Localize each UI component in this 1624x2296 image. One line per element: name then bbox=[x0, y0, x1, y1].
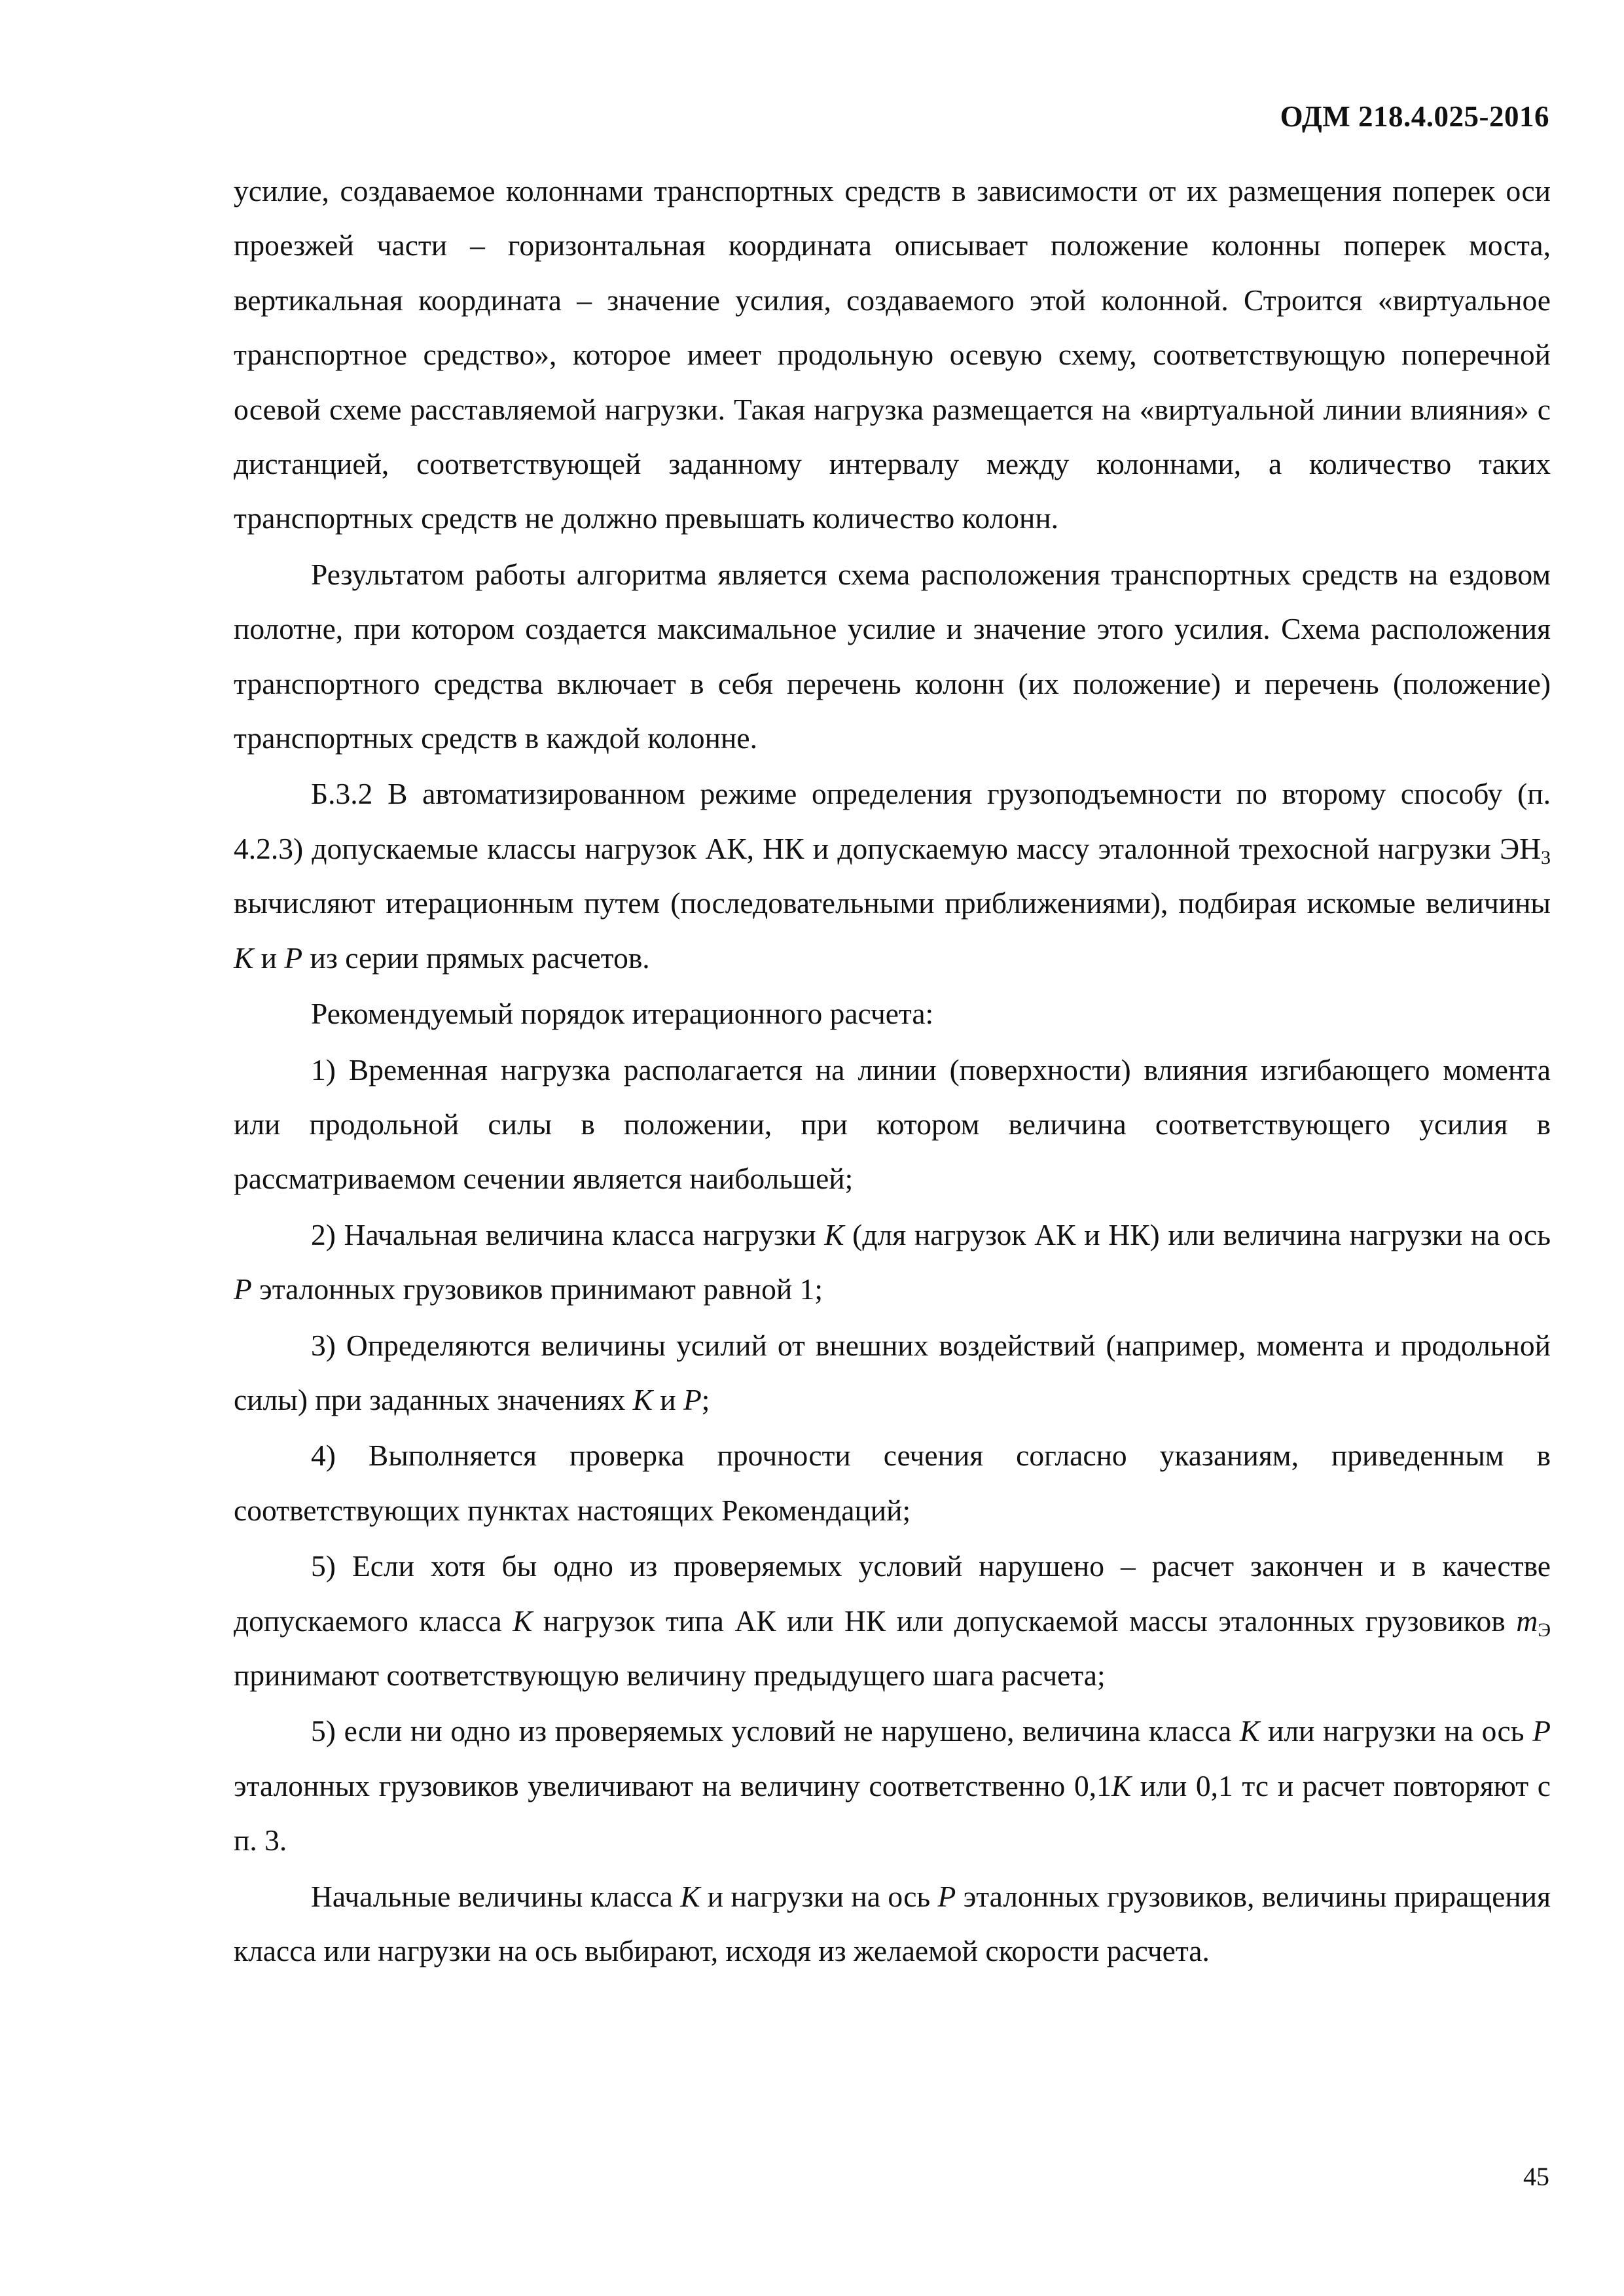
text-run: и bbox=[652, 1382, 683, 1416]
paragraph bbox=[234, 547, 1551, 766]
text-run: 3) Определяются величины усилий от внешних воздействий (например, момента и продольной силы) при заданных значениях bbox=[234, 1328, 1551, 1416]
italic-symbol: Р bbox=[234, 1272, 252, 1306]
text-run: Рекомендуемый порядок итерационного расчета: bbox=[311, 997, 934, 1031]
italic-symbol: m bbox=[1516, 1604, 1538, 1638]
text-run: 1) Временная нагрузка располагается на линии (поверхности) влияния изгибающего момента или продольной силы в положении, при котором величина соответствующего усилия в рассматриваемом сечении является наибольшей; bbox=[234, 1052, 1551, 1196]
text-run: Б.3.2 В автоматизированном режиме определения грузоподъемности по второму способу (п. 4.2.3) допускаемые классы нагрузок АК, НК и допускаемую массу эталонной трехосной нагрузки ЭН bbox=[234, 777, 1551, 865]
text-run: и bbox=[253, 941, 285, 975]
italic-symbol: К bbox=[824, 1217, 844, 1251]
italic-symbol: К bbox=[632, 1382, 653, 1416]
text-run: 2) Начальная величина класса нагрузки bbox=[311, 1217, 825, 1251]
text-run: Результатом работы алгоритма является схема расположения транспортных средств на ездовом полотне, при котором создается максимальное усилие и значение этого усилия. Схема расположения транспортного средства включает в себя перечень колонн (их положение) и перечень (положение) транспортных средств в каждой колонне. bbox=[234, 557, 1551, 755]
subscript: Э bbox=[1538, 1619, 1551, 1641]
italic-symbol: Р bbox=[937, 1879, 956, 1913]
text-run: (для нагрузок АК и НК) или величина нагрузки на ось bbox=[844, 1217, 1551, 1251]
text-run: усилие, создаваемое колоннами транспортных средств в зависимости от их размещения поперек оси проезжей части – горизонтальная координата описывает положение колонны поперек моста, вертикальная координата – значение усилия, создаваемого этой колонной. Строится «виртуальное транспортное средство», которое имеет продольную осевую схему, соответствующую поперечной осевой схеме расставляемой нагрузки. Такая нагрузка размещается на «виртуальной линии влияния» с дистанцией, соответствующей заданному интервалу между колоннами, а количество таких транспортных средств не должно превышать количество колонн. bbox=[234, 174, 1551, 535]
italic-symbol: К bbox=[680, 1879, 700, 1913]
text-run: эталонных грузовиков, величины приращения класса или нагрузки на ось выбирают, исходя из желаемой скорости расчета. bbox=[234, 1879, 1551, 1967]
paragraph bbox=[234, 1043, 1551, 1206]
text-run: эталонных грузовиков принимают равной 1; bbox=[251, 1272, 823, 1306]
text-run: 5) если ни одно из проверяемых условий не нарушено, величина класса bbox=[311, 1714, 1240, 1748]
paragraph bbox=[234, 1704, 1551, 1867]
italic-symbol: Р bbox=[683, 1382, 702, 1416]
text-run: вычисляют итерационным путем (последовательными приближениями), подбирая искомые величины bbox=[234, 886, 1551, 920]
page-number: 45 bbox=[1523, 2162, 1549, 2191]
text-run: или нагрузки на ось bbox=[1259, 1714, 1533, 1748]
body-text bbox=[234, 164, 1551, 1978]
text-run: из серии прямых расчетов. bbox=[302, 941, 650, 975]
text-run: Начальные величины класса bbox=[311, 1879, 681, 1913]
text-run: эталонных грузовиков увеличивают на величину соответственно 0,1 bbox=[234, 1768, 1111, 1803]
text-run: принимают соответствующую величину предыдущего шага расчета; bbox=[234, 1658, 1106, 1692]
italic-symbol: Р bbox=[1532, 1714, 1551, 1748]
paragraph bbox=[234, 766, 1551, 985]
italic-symbol: К bbox=[513, 1604, 533, 1638]
text-run: и нагрузки на ось bbox=[700, 1879, 938, 1913]
italic-symbol: К bbox=[1240, 1714, 1260, 1748]
paragraph bbox=[234, 164, 1551, 546]
paragraph bbox=[234, 986, 1551, 1041]
document-code: ОДМ 218.4.025-2016 bbox=[1280, 100, 1549, 133]
italic-symbol: К bbox=[234, 941, 254, 975]
paragraph bbox=[234, 1539, 1551, 1702]
text-run: 4) Выполняется проверка прочности сечения согласно указаниям, приведенным в соответствующих пунктах настоящих Рекомендаций; bbox=[234, 1439, 1551, 1527]
subscript: 3 bbox=[1541, 846, 1551, 869]
text-run: нагрузок типа АК или НК или допускаемой массы эталонных грузовиков bbox=[532, 1604, 1517, 1638]
paragraph bbox=[234, 1869, 1551, 1979]
italic-symbol: Р bbox=[284, 941, 303, 975]
text-run: ; bbox=[701, 1382, 710, 1416]
text-run: 5) Если хотя бы одно из проверяемых условий нарушено – расчет закончен и в качестве допускаемого класса bbox=[234, 1549, 1551, 1638]
paragraph bbox=[234, 1318, 1551, 1427]
text-run: или 0,1 тс и расчет повторяют с п. 3. bbox=[234, 1768, 1551, 1857]
paragraph bbox=[234, 1428, 1551, 1537]
paragraph bbox=[234, 1208, 1551, 1317]
italic-symbol: К bbox=[1111, 1768, 1132, 1803]
